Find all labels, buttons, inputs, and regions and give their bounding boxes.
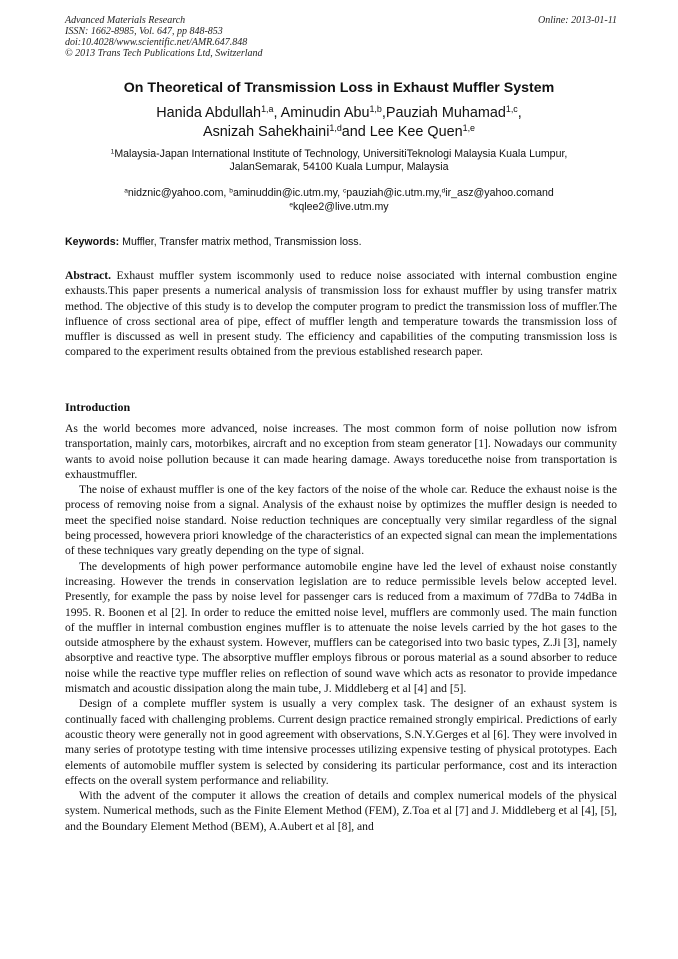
paragraph: The developments of high power performance automobile engine have led the level of exhaust noise constantly increasing. However the trends in conservation legislation are to reduce permissible levels below accepted level. Presently, for example the pass by noise level for passenger cars is reduced from a maximum of 77dBa to 74dBa in 1995. R. Boonen et al [2]. In order to reduce the emitted noise level, mufflers are commonly used. The main function of the muffler in internal combustion engines muffler is to attenuate the noise levels carried by the hot gases to the outside atmosphere by the exhaust system. However, mufflers can be categorised into two basic types, Z.Ji [3], namely absorptive and reactive type. The absorptive muffler employs fibrous or porous material as a sound absorber to reduce noise while the reactive type muffler relies on reflection of sound wave which acts as resonator to provide impedance mismatch and acoustic dissipation along the main tube, J. Middleberg et al [4] and [5].: [65, 559, 617, 696]
author-affiliation-mark: 1,a: [261, 104, 274, 115]
introduction-body: [65, 421, 617, 834]
author-name: ,Pauziah Muhamad: [381, 105, 506, 121]
author-list: [40, 104, 638, 142]
journal-name: Advanced Materials Research: [65, 15, 186, 26]
paragraph: The noise of exhaust muffler is one of the key factors of the noise of the whole car. Reduce the exhaust noise is the process of removing noise from a signal. Analysis of the exhaust noise by optimizes the muffler design is needed to meet the specified noise standard. Noise reduction techniques are conceptually very similar regardless of the signal being processed, howevera priori knowledge of the characteristics of an expected signal can mean the implementations of these techniques vary greatly depending on the type of signal.: [65, 483, 617, 558]
paragraph: Design of a complete muffler system is usually a very complex task. The designer of an exhaust system is continually faced with challenging problems. Current design practice remained strongly empirical. Predictions of early acoustic theory were generally not in good agreement with observations, S.N.Y.Gerges et al [6]. They were involved in many series of prototype testing with time intensive processes utilizing expensive testing of physical prototypes. Each elements of automobile muffler system is selected by considering its particular performance, cost and its interaction effects on the overall system performance and reliability.: [65, 697, 617, 787]
paragraph: With the advent of the computer it allows the creation of details and complex numerical models of the physical system. Numerical methods, such as the Finite Element Method (FEM), Z.Toa et al [7] and J. Middleberg et al [4], [5], and the Boundary Element Method (BEM), A.Aubert et al [8], and: [65, 789, 617, 833]
affiliation-line: JalanSemarak, 54100 Kuala Lumpur, Malaysia: [229, 161, 449, 173]
author-name: , Aminudin Abu: [273, 105, 370, 121]
section-heading: Introduction: [65, 400, 131, 414]
email-link[interactable]: ir_asz@yahoo.comand: [445, 187, 554, 199]
keywords-label: Keywords:: [65, 236, 120, 248]
email-mark: c: [343, 187, 347, 195]
paragraph: As the world becomes more advanced, noise increases. The most common form of noise pollution now isfrom transportation, mainly cars, motorbikes, aircraft and no exception from steam generator [1]. Nowadays our community wants to avoid noise pollution because it can made hearing damage. Aways toreducethe noise from transportation is exhaustmuffler.: [65, 422, 617, 481]
author-name: Hanida Abdullah: [156, 105, 262, 121]
author-affiliation-mark: 1,d: [329, 123, 342, 134]
abstract: [65, 268, 617, 360]
email-mark: a: [124, 187, 128, 195]
journal-header: [65, 15, 617, 59]
abstract-text: Exhaust muffler system iscommonly used to reduce noise associated with internal combustion engine exhausts.This paper presents a numerical analysis of transmission loss for exhaust muffler by using transfer matrix method. The objective of this study is to develop the computer program to predict the transmission loss of muffler.The influence of cross sectional area of pipe, effect of muffler length and temperature towards the transmission loss of muffler is discussed as well in present study. The efficiency and capabilities of the computing transmission loss is compared to the experiment results obtained from the previous established research paper.: [65, 269, 617, 359]
author-affiliation-mark: 1,c: [505, 104, 518, 115]
affiliation-mark: 1: [110, 148, 115, 156]
author-affiliation-mark: 1,e: [462, 123, 475, 134]
email-link[interactable]: nidznic@yahoo.com,: [127, 187, 230, 199]
affiliation: [40, 148, 638, 174]
email-mark: e: [289, 201, 294, 209]
email-mark: d: [441, 187, 446, 195]
keywords-text: Muffler, Transfer matrix method, Transmission loss.: [119, 236, 362, 248]
keywords: [65, 236, 617, 249]
email-link[interactable]: kqlee2@live.utm.my: [293, 201, 389, 213]
author-affiliation-mark: 1,b: [369, 104, 382, 115]
email-link[interactable]: aminuddin@ic.utm.my,: [232, 187, 343, 199]
email-mark: b: [229, 187, 233, 195]
journal-copyright: © 2013 Trans Tech Publications Ltd, Switzerland: [65, 48, 263, 59]
author-emails: [40, 186, 638, 214]
paper-title: On Theoretical of Transmission Loss in Exhaust Muffler System: [123, 80, 555, 96]
author-name: and Lee Kee Quen: [341, 124, 463, 140]
journal-doi: doi:10.4028/www.scientific.net/AMR.647.848: [65, 37, 248, 48]
email-link[interactable]: pauziah@ic.utm.my,: [346, 187, 442, 199]
abstract-label: Abstract.: [65, 269, 112, 282]
author-separator: ,: [517, 105, 522, 121]
author-name: Asnizah Sahekhaini: [202, 124, 330, 140]
journal-issn: ISSN: 1662-8985, Vol. 647, pp 848-853: [65, 26, 223, 37]
online-date: Online: 2013-01-11: [538, 15, 617, 26]
affiliation-line: Malaysia-Japan International Institute of Technology, UniversitiTeknologi Malaysia Kuala Lumpur,: [114, 148, 568, 160]
